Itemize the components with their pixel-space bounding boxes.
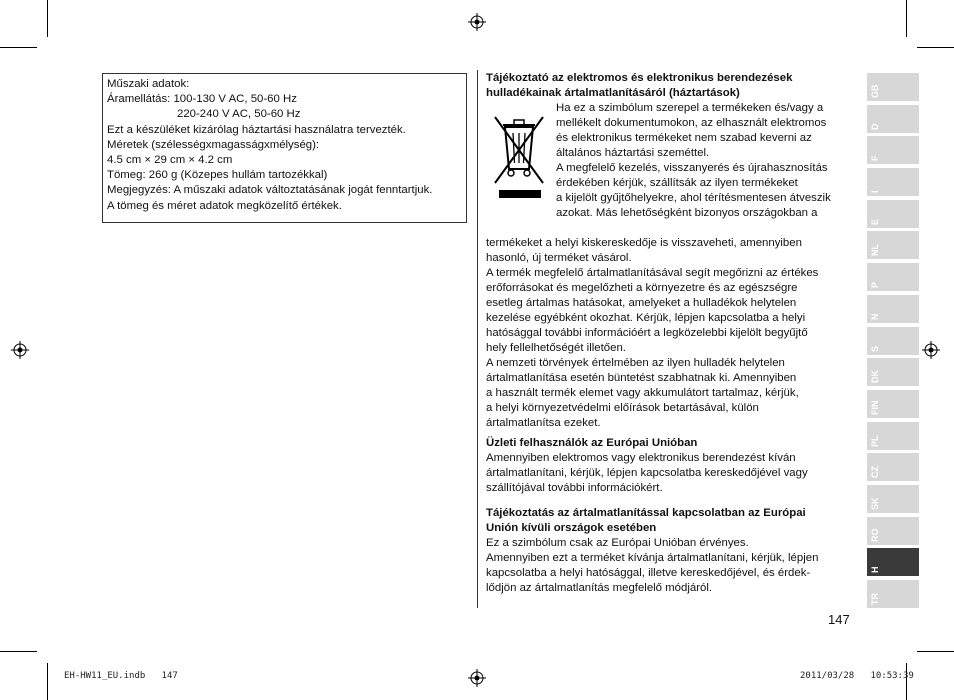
language-tabs [867,73,919,612]
registration-mark-icon [922,341,940,359]
disposal-heading: hulladékainak ártalmatlanításáról (háztartások) [486,87,740,99]
language-tab-label: F [870,155,880,162]
language-tab-f[interactable] [867,136,919,164]
language-tab-pl[interactable] [867,422,919,450]
disposal-heading: Tájékoztató az elektromos és elektronikus berendezések [486,72,793,84]
spec-dimensions-label: Méretek (szélességxmagasságxmélység): [107,138,320,151]
language-tab-label: CZ [870,466,880,479]
crop-mark [917,651,954,652]
language-tab-p[interactable] [867,263,919,291]
column-divider [477,70,478,608]
spec-approx-note: A tömeg és méret adatok megközelítő értékek. [107,199,342,212]
language-tab-e[interactable] [867,200,919,228]
page-number: 147 [828,612,850,627]
language-tab-tr[interactable] [867,580,919,608]
business-heading: Üzleti felhasználók az Európai Unióban [486,437,698,449]
spec-weight: Tömeg: 260 g (Közepes hullám tartozékkal) [107,169,328,182]
paragraph-line: A megfelelő kezelés, visszanyerés és újrahasznosítás [556,162,828,174]
paragraph-line: ártalmatlanítsa ezeket. [486,417,601,429]
language-tab-label: SK [870,497,880,510]
language-tab-label: DK [870,370,880,384]
disposal-intro [486,101,848,236]
crop-mark [0,651,37,652]
language-tab-label: H [870,566,880,574]
paragraph-line: érdekében kérjük, szállítsák az ilyen termékeket [556,177,798,189]
footer-time: 10:53:39 [870,671,914,681]
language-tab-label: N [870,313,880,320]
registration-mark-icon [468,669,486,687]
registration-mark-icon [11,341,29,359]
crop-mark [906,663,907,700]
paragraph-line: a helyi környezetvédelmi előírások betartásával, külön [486,402,759,414]
language-tab-nl[interactable] [867,231,919,259]
footer-timestamp [800,671,914,681]
language-tab-ro[interactable] [867,517,919,545]
language-tab-label: RO [870,528,880,542]
language-tab-label: TR [870,593,880,605]
paragraph-line: a használt termék elemet vagy akkumulátort tartalmaz, kérjük, [486,387,799,399]
paragraph-line: azokat. Más lehetőségként bizonyos országokban a [556,207,818,219]
crop-mark [47,0,48,37]
paragraph-line: általános háztartási szeméttel. [556,147,710,159]
language-tab-label: E [870,218,880,225]
paragraph-line: Amennyiben elektromos vagy elektronikus berendezést kíván [486,452,796,464]
paragraph-line: A nemzeti törvények értelmében az ilyen hulladék helytelen [486,357,785,369]
paragraph-line: mellékelt dokumentumokon, az elhasznált elektromos [556,117,827,129]
weee-symbol [486,101,556,236]
specifications-box [102,73,467,223]
paragraph-line: ártalmatlanítása esetén büntetést szabhatnak ki. Amennyiben [486,372,797,384]
language-tab-h[interactable] [867,548,919,576]
paragraph-line: esetleg ártalmas hatásokat, amelyeket a hulladékok helytelen [486,297,797,309]
language-tab-gb[interactable] [867,73,919,101]
paragraph-line: hasonló, új terméket vásárol. [486,252,632,264]
language-tab-label: S [870,345,880,352]
spec-note: Megjegyzés: A műszaki adatok változtatásának jogát fenntartjuk. [107,184,433,197]
paragraph-line: A termék megfelelő ártalmatlanításával segít megőrizni az értékes [486,267,819,279]
crop-mark [917,47,954,48]
footer-date: 2011/03/28 [800,671,855,681]
language-tab-d[interactable] [867,105,919,133]
crossed-out-bin-icon [491,111,547,201]
paragraph-line: szállítójával további információkért. [486,482,663,494]
paragraph-line: Amennyiben ezt a terméket kívánja ártalmatlanítani, kérjük, lépjen [486,552,819,564]
paragraph-line: termékeket a helyi kiskereskedője is visszaveheti, amennyiben [486,237,802,249]
language-tab-dk[interactable] [867,358,919,386]
paragraph-line: Ez a szimbólum csak az Európai Unióban érvényes. [486,537,749,549]
paragraph-line: és elektronikus termékeket nem szabad keverni az [556,132,812,144]
disposal-intro-text [556,101,848,236]
spec-power-line: Áramellátás: 100-130 V AC, 50-60 Hz [107,93,297,106]
paragraph-line: Ha ez a szimbólum szerepel a termékeken és/vagy a [556,102,824,114]
paragraph-line: lődjön az ártalmatlanítás megfelelő módjáról. [486,582,713,594]
crop-mark [47,663,48,700]
paragraph-line: ártalmatlanítani, kérjük, lépjen kapcsolatba kereskedőjével vagy [486,467,808,479]
spec-usage-note: Ezt a készüléket kizárólag háztartási használatra tervezték. [107,123,406,136]
footer-file-page: 147 [161,671,178,681]
language-tab-label: P [870,282,880,289]
spec-power-line: 220-240 V AC, 50-60 Hz [177,108,301,121]
language-tab-label: NL [870,244,880,257]
language-tab-fin[interactable] [867,390,919,418]
language-tab-label: I [870,190,880,194]
language-tab-i[interactable] [867,168,919,196]
language-tab-cz[interactable] [867,453,919,481]
registration-mark-icon [468,13,486,31]
footer-filename: EH-HW11_EU.indb [64,671,146,681]
language-tab-n[interactable] [867,295,919,323]
language-tab-sk[interactable] [867,485,919,513]
crop-mark [0,47,37,48]
language-tab-s[interactable] [867,327,919,355]
paragraph-line: kapcsolatba a helyi hatósággal, illetve kereskedőjével, és érdek- [486,567,811,579]
paragraph-line: kezelése egyébként okozhat. Kérjük, lépjen kapcsolatba a helyi [486,312,806,324]
paragraph-line: hatósággal további információért a legközelebbi kijelölt begyűjtő [486,327,808,339]
spec-dimensions-value: 4.5 cm × 29 cm × 4.2 cm [107,154,233,167]
language-tab-label: GB [870,84,880,98]
language-tab-label: D [870,123,880,130]
paragraph-line: erőforrásokat és megelőzheti a környezetre és az egészségre [486,282,798,294]
spec-title: Műszaki adatok: [107,78,190,90]
footer-file [64,671,178,681]
language-tab-label: FIN [870,400,880,415]
outside-eu-heading: Tájékoztatás az ártalmatlanítással kapcsolatban az Európai [486,507,806,519]
crop-mark [906,0,907,37]
outside-eu-heading: Unión kívüli országok esetében [486,522,657,534]
disposal-section [486,71,848,596]
language-tab-label: PL [870,435,880,447]
paragraph-line: a kijelölt gyűjtőhelyekre, ahol térítésmentesen átveszik [556,192,831,204]
paragraph-line: hely fellelhetőségét illetően. [486,342,626,354]
